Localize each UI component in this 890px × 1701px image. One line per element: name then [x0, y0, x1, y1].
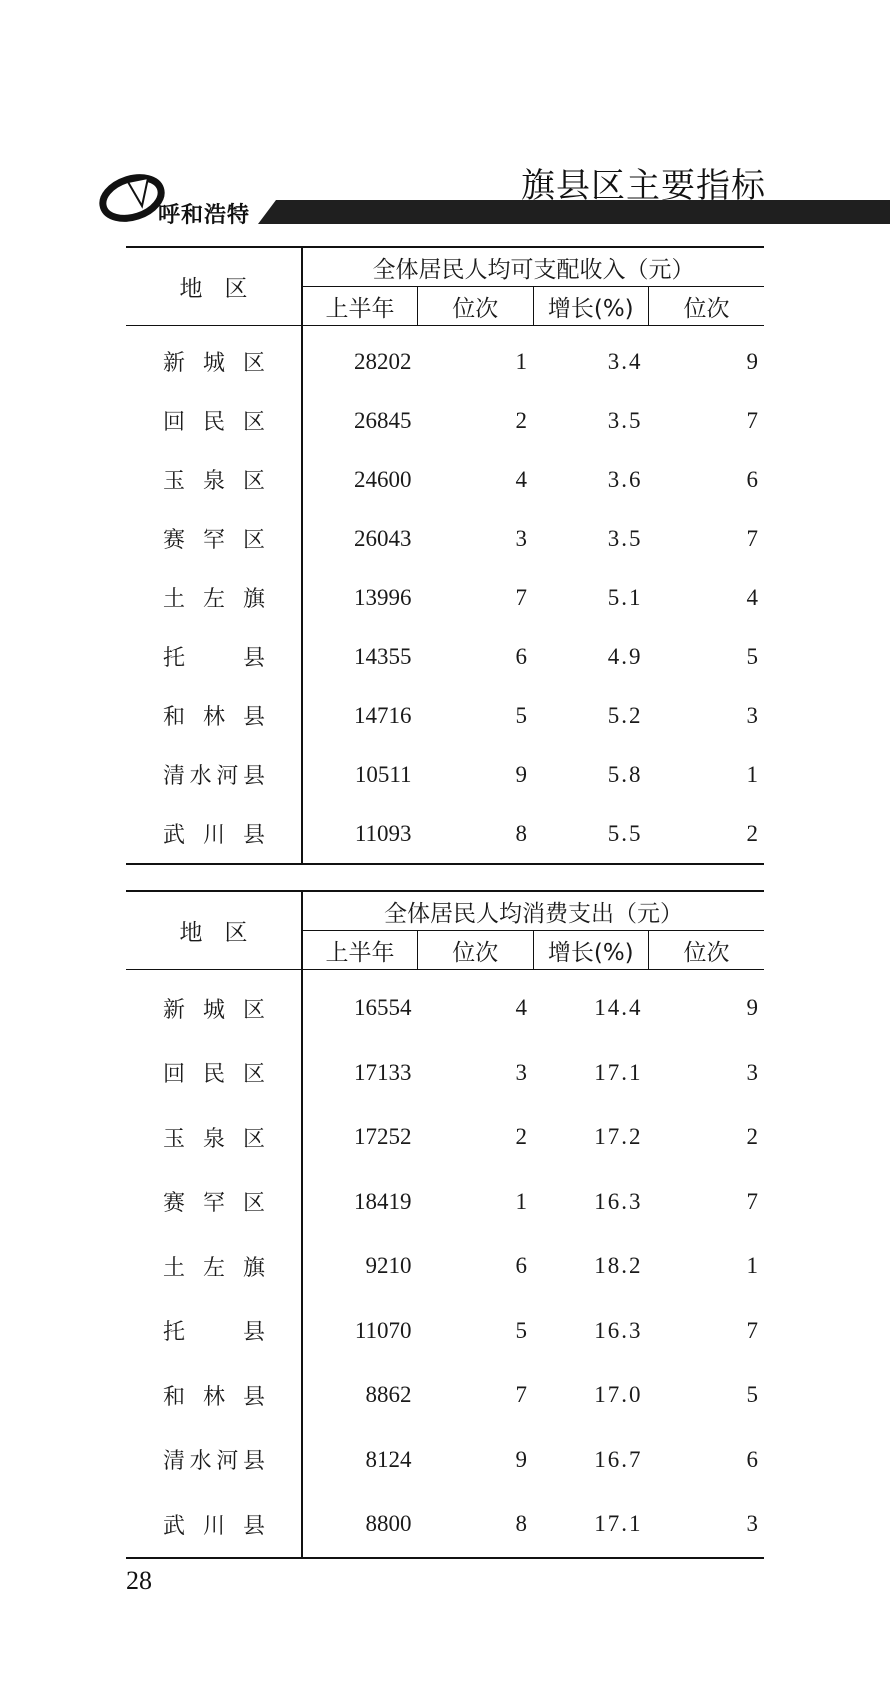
rank-cell: 8 [515, 1511, 527, 1537]
rank-cell: 5 [515, 702, 527, 728]
brand-name: 呼和浩特 [158, 202, 251, 228]
value-cell: 10511 [354, 761, 412, 787]
table-row [126, 568, 764, 627]
rank-cell: 5 [515, 1317, 527, 1343]
rank-cell: 9 [515, 1446, 527, 1472]
growth-rank-cell: 6 [746, 466, 758, 492]
value-cell: 11070 [354, 1317, 412, 1343]
value-cell: 14355 [354, 643, 412, 669]
region-cell: 和林县 [126, 686, 302, 745]
table-row [126, 1170, 764, 1235]
rank-cell: 1 [515, 1188, 527, 1214]
rank-cell: 8 [515, 820, 527, 846]
growth-cell: 17.1 [594, 1059, 643, 1085]
region-cell: 清水河县 [126, 1428, 302, 1493]
growth-cell: 5.1 [607, 584, 643, 610]
value-cell: 13996 [354, 584, 412, 610]
table-row [126, 970, 764, 1041]
column-header: 上半年 [302, 287, 418, 326]
region-cell: 玉泉区 [126, 450, 302, 509]
value-cell: 17252 [354, 1124, 412, 1150]
growth-rank-cell: 1 [746, 1253, 758, 1279]
growth-rank-cell: 7 [746, 407, 758, 433]
growth-cell: 3.5 [607, 525, 643, 551]
table-row [126, 1492, 764, 1558]
growth-cell: 3.4 [607, 348, 643, 374]
growth-cell: 16.7 [594, 1446, 643, 1472]
growth-cell: 5.5 [607, 820, 643, 846]
growth-rank-cell: 3 [746, 702, 758, 728]
growth-rank-cell: 5 [746, 643, 758, 669]
table-row [126, 686, 764, 745]
column-header: 位次 [649, 931, 765, 970]
column-header: 增长(%) [533, 931, 649, 970]
rank-cell: 4 [515, 466, 527, 492]
region-cell: 土左旗 [126, 1234, 302, 1299]
table-row [126, 1234, 764, 1299]
column-header: 位次 [418, 931, 534, 970]
growth-rank-cell: 4 [746, 584, 758, 610]
page-number: 28 [126, 1566, 152, 1595]
growth-cell: 3.5 [607, 407, 643, 433]
growth-cell: 16.3 [594, 1317, 643, 1343]
value-cell: 8800 [365, 1511, 412, 1537]
growth-rank-cell: 7 [746, 1317, 758, 1343]
consumption-table [126, 890, 764, 1559]
growth-cell: 16.3 [594, 1188, 643, 1214]
region-cell: 托县 [126, 627, 302, 686]
rank-cell: 6 [515, 1253, 527, 1279]
value-cell: 18419 [354, 1188, 412, 1214]
value-cell: 8124 [365, 1446, 412, 1472]
value-cell: 26845 [354, 407, 412, 433]
region-cell: 新城区 [126, 326, 302, 392]
value-cell: 14716 [354, 702, 412, 728]
rank-cell: 7 [515, 1382, 527, 1408]
table-row [126, 509, 764, 568]
value-cell: 24600 [354, 466, 412, 492]
rank-cell: 9 [515, 761, 527, 787]
growth-rank-cell: 5 [746, 1382, 758, 1408]
region-cell: 回民区 [126, 1041, 302, 1106]
region-header: 地区 [126, 891, 302, 970]
table-row [126, 804, 764, 864]
column-header: 上半年 [302, 931, 418, 970]
rank-cell: 2 [515, 407, 527, 433]
group-header: 全体居民人均消费支出（元） [302, 891, 764, 931]
region-cell: 武川县 [126, 804, 302, 864]
income-table [126, 246, 764, 865]
growth-cell: 17.1 [594, 1511, 643, 1537]
region-cell: 土左旗 [126, 568, 302, 627]
column-header: 增长(%) [533, 287, 649, 326]
rank-cell: 2 [515, 1124, 527, 1150]
rank-cell: 1 [515, 348, 527, 374]
growth-rank-cell: 6 [746, 1446, 758, 1472]
value-cell: 17133 [354, 1059, 412, 1085]
region-cell: 托县 [126, 1299, 302, 1364]
growth-rank-cell: 7 [746, 525, 758, 551]
region-cell: 回民区 [126, 391, 302, 450]
table-row [126, 450, 764, 509]
table-row [126, 1105, 764, 1170]
table-row [126, 326, 764, 392]
value-cell: 11093 [354, 820, 412, 846]
rank-cell: 6 [515, 643, 527, 669]
section-title: 旗县区主要指标 [521, 166, 766, 206]
growth-rank-cell: 9 [746, 995, 758, 1021]
table-row [126, 391, 764, 450]
growth-rank-cell: 2 [746, 820, 758, 846]
growth-cell: 5.2 [607, 702, 643, 728]
growth-cell: 4.9 [607, 643, 643, 669]
rank-cell: 3 [515, 525, 527, 551]
group-header: 全体居民人均可支配收入（元） [302, 247, 764, 287]
table-row [126, 1299, 764, 1364]
value-cell: 26043 [354, 525, 412, 551]
value-cell: 9210 [365, 1253, 412, 1279]
value-cell: 16554 [354, 995, 412, 1021]
region-cell: 玉泉区 [126, 1105, 302, 1170]
region-header: 地区 [126, 247, 302, 326]
growth-rank-cell: 9 [746, 348, 758, 374]
growth-cell: 17.2 [594, 1124, 643, 1150]
region-cell: 清水河县 [126, 745, 302, 804]
region-cell: 和林县 [126, 1363, 302, 1428]
region-cell: 新城区 [126, 970, 302, 1041]
table-row [126, 627, 764, 686]
growth-rank-cell: 1 [746, 761, 758, 787]
value-cell: 28202 [354, 348, 412, 374]
table-row [126, 1363, 764, 1428]
growth-cell: 3.6 [607, 466, 643, 492]
growth-rank-cell: 3 [746, 1511, 758, 1537]
value-cell: 8862 [365, 1382, 412, 1408]
region-cell: 赛罕区 [126, 509, 302, 568]
rank-cell: 7 [515, 584, 527, 610]
growth-cell: 14.4 [594, 995, 643, 1021]
growth-rank-cell: 7 [746, 1188, 758, 1214]
rank-cell: 3 [515, 1059, 527, 1085]
column-header: 位次 [418, 287, 534, 326]
growth-cell: 18.2 [594, 1253, 643, 1279]
page-header [0, 150, 890, 230]
growth-rank-cell: 2 [746, 1124, 758, 1150]
table-row [126, 745, 764, 804]
region-cell: 武川县 [126, 1492, 302, 1558]
table-row [126, 1041, 764, 1106]
column-header: 位次 [649, 287, 765, 326]
region-cell: 赛罕区 [126, 1170, 302, 1235]
table-row [126, 1428, 764, 1493]
growth-rank-cell: 3 [746, 1059, 758, 1085]
rank-cell: 4 [515, 995, 527, 1021]
growth-cell: 17.0 [594, 1382, 643, 1408]
growth-cell: 5.8 [607, 761, 643, 787]
